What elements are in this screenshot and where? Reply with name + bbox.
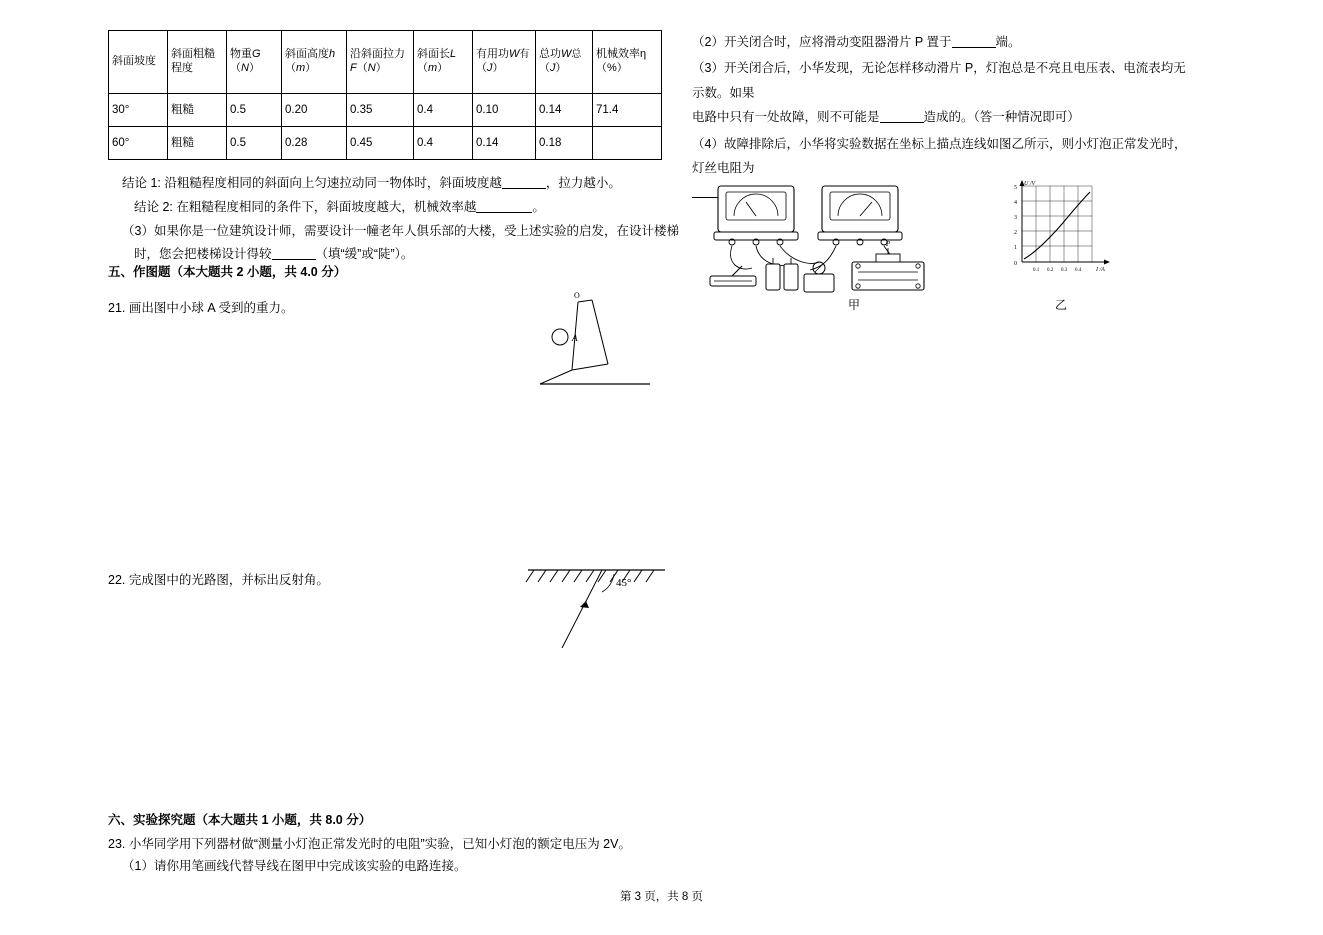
sub2-text-b: 端。 [995, 35, 1021, 49]
label-o: O [574, 292, 580, 300]
svg-text:3: 3 [1014, 215, 1017, 221]
question-3-line1 [108, 220, 708, 244]
sub3-text-b: 电路中只有一处故障，则不可能是 [692, 110, 880, 125]
conclusion-2 [108, 196, 708, 220]
figure-caption-yi: 乙 [1055, 298, 1068, 312]
cell-roughness: 粗糙 [168, 94, 227, 127]
question-23-sub3 [692, 56, 1192, 129]
svg-text:U /V: U /V [1024, 181, 1036, 187]
page-footer: 第 3 页，共 8 页 [619, 891, 704, 903]
th-useful-work: 有用功W有 （J） [473, 31, 536, 94]
cell-efficiency [593, 127, 662, 160]
sub3-text-c: 造成的。（答一种情况即可） [923, 110, 1080, 125]
svg-text:5: 5 [1014, 185, 1017, 191]
answer-blank[interactable] [502, 177, 546, 189]
th-force: 沿斜面拉力 F（N） [347, 31, 414, 94]
section-5-heading [108, 262, 346, 280]
cell-weight: 0.5 [227, 127, 282, 160]
th-efficiency: 机械效率η （%） [593, 31, 662, 94]
section-6-heading [108, 810, 371, 828]
ammeter-icon [818, 186, 902, 245]
section-5-title-text: 五、作图题 [108, 265, 171, 279]
sub3-text-a: （3）开关闭合后，小华发现，无论怎样移动滑片 P，灯泡总是不亮且电压表、电流表均无示数。如果 [692, 61, 1186, 100]
th-height: 斜面高度h （m） [282, 31, 347, 94]
conclusion-1 [108, 172, 708, 196]
cell-roughness: 粗糙 [168, 127, 227, 160]
conclusion-1-text-a: 结论 1: 沿粗糙程度相同的斜面向上匀速拉动同一物体时，斜面坡度越 [122, 176, 502, 190]
svg-text:1: 1 [1014, 245, 1017, 251]
question-22-number: 22. [108, 573, 126, 587]
cell-weight: 0.5 [227, 94, 282, 127]
answer-blank[interactable] [880, 111, 924, 123]
question-3-text-c: （填“缓”或“陡”）。 [315, 247, 414, 262]
question-23-sub1 [108, 856, 631, 874]
svg-text:0.3: 0.3 [1061, 268, 1068, 273]
svg-text:0.1: 0.1 [1033, 268, 1040, 273]
question-23 [108, 834, 631, 874]
question-23-number: 23. [108, 837, 126, 851]
cell-length: 0.4 [414, 94, 473, 127]
question-21-line [108, 298, 293, 316]
section-6-title-text: 六、实验探究题 [108, 813, 196, 827]
cell-total-work: 0.18 [536, 127, 593, 160]
th-total-work: 总功W总 （J） [536, 31, 593, 94]
th-roughness: 斜面粗糙程度 [168, 31, 227, 94]
section-5-title [108, 262, 346, 280]
cell-efficiency: 71.4 [593, 94, 662, 127]
question-22 [108, 570, 329, 588]
rheostat-icon [852, 240, 924, 290]
sub2-text-a: （2）开关闭合时，应将滑动变阻器滑片 P 置于 [692, 35, 952, 49]
section-6-title [108, 810, 371, 828]
voltmeter-icon [714, 186, 798, 245]
section-5-title-detail: （本大题共 2 小题，共 4.0 分） [170, 265, 347, 279]
conclusion-2-text-b: 。 [532, 199, 545, 214]
conclusions-block [108, 172, 708, 267]
cell-total-work: 0.14 [536, 94, 593, 127]
figure-q22-light-ray [510, 552, 690, 662]
question-21-number: 21. [108, 301, 126, 315]
sub4-text-a: （4）故障排除后，小华将实验数据在坐标上描点连线如图乙所示，则小灯泡正常发光时，灯丝电阻为 [692, 136, 1187, 175]
svg-text:0: 0 [1014, 261, 1017, 267]
experiment-data-table [108, 30, 662, 160]
question-22-text: 完成图中的光路图，并标出反射角。 [128, 573, 329, 587]
cell-height: 0.28 [282, 127, 347, 160]
cell-height: 0.20 [282, 94, 347, 127]
svg-text:P: P [886, 240, 891, 248]
figure-q21-incline-ball [530, 292, 670, 392]
label-a: A [572, 333, 578, 343]
answer-blank[interactable] [272, 248, 316, 260]
question-23-sub1-text: （1）请你用笔画线代替导线在图甲中完成该实验的电路连接。 [122, 859, 467, 873]
table-row [109, 94, 662, 127]
svg-text:0.2: 0.2 [1047, 268, 1054, 273]
cell-force: 0.45 [347, 127, 414, 160]
table-row [109, 127, 662, 160]
table-header-row [109, 31, 662, 94]
question-22-line [108, 570, 329, 588]
svg-text:4: 4 [1014, 200, 1017, 206]
conclusion-1-text-b: ，拉力越小。 [545, 176, 621, 190]
cell-useful-work: 0.14 [473, 127, 536, 160]
svg-text:I /A: I /A [1096, 267, 1105, 273]
svg-text:2: 2 [1014, 230, 1017, 236]
cell-force: 0.35 [347, 94, 414, 127]
question-23-line [108, 834, 631, 852]
th-weight: 物重G （N） [227, 31, 282, 94]
angle-label-45: 45° [616, 577, 632, 589]
th-length: 斜面长L （m） [414, 31, 473, 94]
figure-caption-jia: 甲 [848, 298, 861, 312]
section-6-title-detail: （本大题共 1 小题，共 8.0 分） [195, 813, 372, 827]
cell-slope: 30° [109, 94, 168, 127]
cell-slope: 60° [109, 127, 168, 160]
question-21 [108, 298, 293, 316]
cell-useful-work: 0.10 [473, 94, 536, 127]
question-3-text-b: 时，您会把楼梯设计得较 [134, 247, 272, 262]
answer-blank[interactable] [952, 36, 996, 48]
cell-length: 0.4 [414, 127, 473, 160]
left-column [108, 30, 668, 160]
question-23-text: 小华同学用下列器材做“测量小灯泡正常发光时的电阻”实验，已知小灯泡的额定电压为 2V。 [128, 837, 631, 851]
th-slope: 斜面坡度 [109, 31, 168, 94]
question-3-text-a: （3）如果你是一位建筑设计师，需要设计一幢老年人俱乐部的大楼，受上述实验的启发，在设计楼梯 [122, 223, 679, 238]
conclusion-2-text-a: 结论 2: 在粗糙程度相同的条件下，斜面坡度越大，机械效率越 [134, 199, 477, 214]
question-21-text: 画出图中小球 A 受到的重力。 [128, 301, 294, 315]
figure-graph-uv-ia [1000, 178, 1120, 280]
svg-text:0.4: 0.4 [1075, 268, 1082, 273]
question-23-sub2 [692, 30, 1192, 54]
answer-blank[interactable] [476, 201, 532, 213]
